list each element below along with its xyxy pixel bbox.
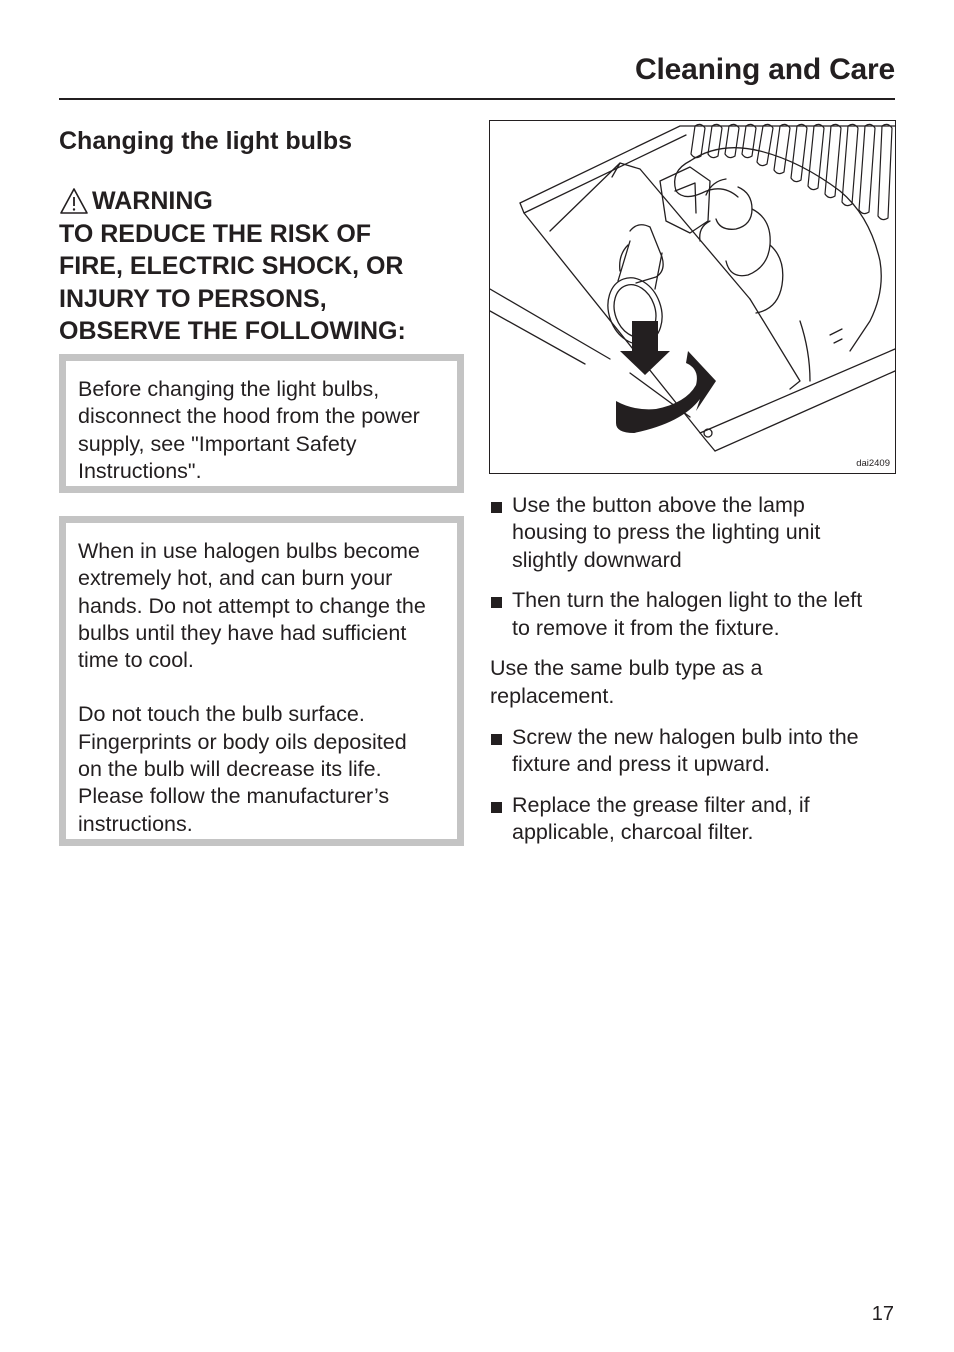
step-line: Use the same bulb type as a [490,656,763,681]
step-note [490,655,895,710]
page-number: 17 [871,1303,894,1325]
disconnect-power-note [59,354,464,493]
step-line: Then turn the halogen light to the left [512,588,863,613]
step-item [490,492,895,574]
hand-outline [690,148,881,351]
page-header-title: Cleaning and Care [635,53,895,86]
step-line: Replace the grease filter and, if [512,792,810,817]
note-line: Do not touch the bulb surface. [78,702,365,727]
note-line: extremely hot, and can burn your [78,566,393,591]
note-line: disconnect the hood from the power [78,404,420,429]
note-paragraph [78,701,457,837]
note-line: instructions. [78,811,193,836]
warning-title: WARNING [92,187,213,215]
note-line: When in use halogen bulbs become [78,539,420,563]
header-rule [59,98,895,100]
warning-block [59,185,469,348]
step-item [490,724,895,779]
note-line: on the bulb will decrease its life. [78,757,382,782]
step-line: Screw the new halogen bulb into the [512,724,859,749]
warning-line: OBSERVE THE FOLLOWING: [59,317,406,345]
bulb-removal-illustration [489,120,896,474]
section-heading: Changing the light bulbs [59,127,353,155]
hot-bulb-note [59,516,464,846]
warning-line: TO REDUCE THE RISK OF [59,219,372,248]
step-line: applicable, charcoal filter. [512,819,754,844]
step-line: Use the button above the lamp [512,493,805,517]
warning-line: INJURY TO PERSONS, [59,284,327,313]
warning-triangle-icon [59,187,89,215]
press-down-arrow [620,321,670,375]
bullet-square-icon [491,802,502,813]
warning-line: FIRE, ELECTRIC SHOCK, OR [59,252,404,280]
instruction-steps [490,492,895,860]
warning-text [59,218,469,348]
step-item [490,792,895,847]
note-line: supply, see "Important Safety [78,431,357,456]
note-line: bulbs until they have had sufficient [78,620,407,645]
bullet-square-icon [491,502,502,513]
step-line: slightly downward [512,547,682,572]
rotate-left-arrow [616,351,716,433]
note-line: Fingerprints or body oils deposited [78,729,407,754]
note-line: Please follow the manufacturer’s [78,784,390,809]
step-line: housing to press the lighting unit [512,520,821,545]
step-line: replacement. [490,683,615,708]
step-line: to remove it from the fixture. [512,615,780,640]
note-line: Instructions". [78,458,202,483]
note-line: hands. Do not attempt to change the [78,593,426,618]
figure-code: dai2409 [856,458,890,469]
note-line: Before changing the light bulbs, [78,377,380,401]
bullet-square-icon [491,597,502,608]
filter-slots [691,124,892,219]
step-item [490,587,895,642]
step-line: fixture and press it upward. [512,751,771,776]
note-line: time to cool. [78,648,194,673]
hand-turning-bulb-drawing [490,121,896,474]
note-paragraph [78,538,457,674]
bullet-square-icon [491,734,502,745]
